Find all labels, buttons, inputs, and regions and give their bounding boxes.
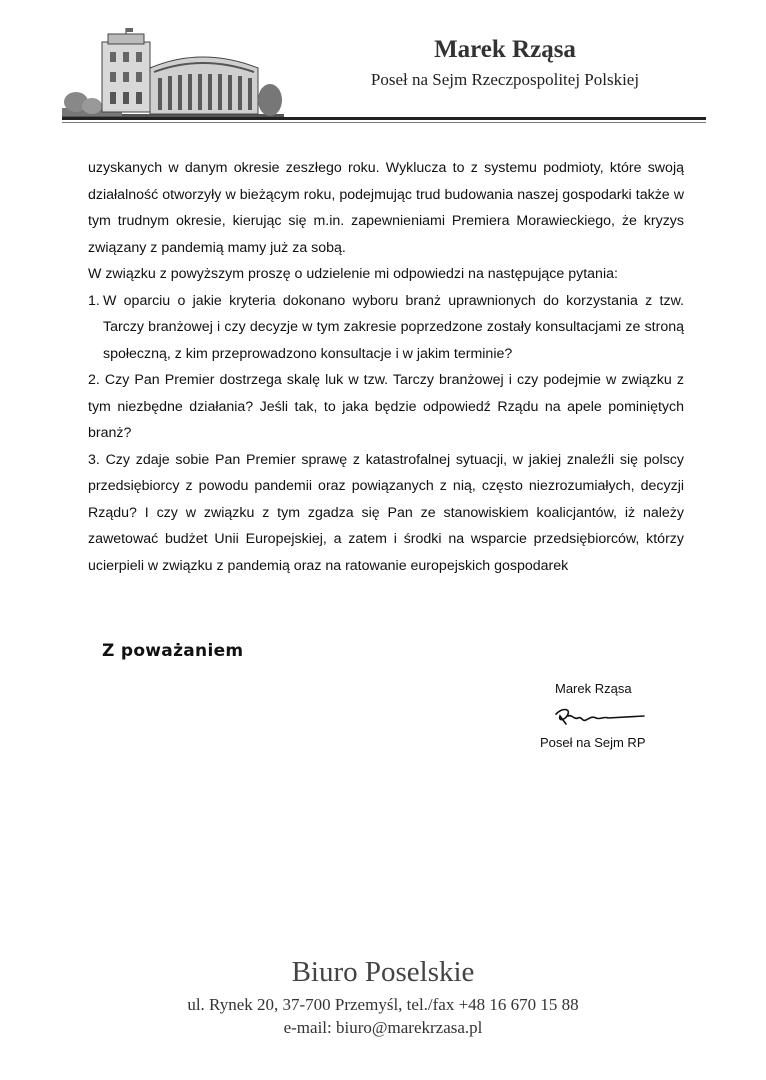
question-1-number: 1. — [88, 292, 100, 309]
signatory-title: Poseł na Sejm RP — [540, 735, 646, 750]
paragraph-intro: uzyskanych w danym okresie zeszłego roku. Wyklucza to z systemu podmioty, które swoją działalność otworzyły w bieżącym roku, podejmując trud budowania naszej gospodarki także w tym trudnym okresie, kierując się m.in. zapewnieniami Premiera Morawieckiego, że kryzys związany z pandemią mamy już za sobą. — [88, 160, 684, 256]
paragraph-request: W związku z powyższym proszę o udzielenie mi odpowiedzi na następujące pytania: — [88, 266, 618, 282]
footer-office-name: Biuro Poselskie — [291, 956, 475, 988]
handwritten-signature — [548, 704, 648, 730]
footer-email: e-mail: biuro@marekrzasa.pl — [283, 1018, 483, 1037]
question-2: 2. Czy Pan Premier dostrzega skalę luk w tzw. Tarczy branżowej i czy podejmie w związku z tym niezbędne działania? Jeśli tak, to jaka będzie odpowiedź Rządu na apele pominiętych branż? — [88, 372, 684, 441]
question-3: 3. Czy zdaje sobie Pan Premier sprawę z katastrofalnej sytuacji, w jakiej znaleźli się polscy przedsiębiorcy z powodu pandemii oraz powiązanych z nią, często niezrozumiałych, decyzji Rządu? I czy w związku z tym zgadza się Pan ze stanowiskiem koalicjantów, iż należy zawetować budżet Unii Europejskiej, a zatem i środki na wsparcie przedsiębiorców, którzy ucierpieli w związku z pandemią oraz na ratowanie europejskich gospodarek — [88, 451, 684, 574]
letterhead-name: Marek Rząsa — [434, 36, 576, 63]
letter-body — [88, 155, 684, 579]
header-divider-thin — [62, 122, 706, 123]
footer-address: ul. Rynek 20, 37-700 Przemyśl, tel./fax +48 16 670 15 88 — [187, 995, 579, 1014]
header-divider — [62, 117, 706, 120]
question-1 — [88, 288, 684, 368]
letterhead-title: Poseł na Sejm Rzeczpospolitej Polskiej — [370, 70, 640, 89]
signatory-name: Marek Rząsa — [555, 681, 632, 696]
question-1-text: W oparciu o jakie kryteria dokonano wyboru branż uprawnionych do korzystania z tzw. Tarczy branżowej i czy decyzje w tym zakresie poprzedzone zostały konsultacjami ze stroną społeczną, z kim przeprowadzono konsultacje i w jakim terminie? — [103, 292, 684, 362]
closing-salutation: Z poważaniem — [102, 641, 244, 661]
